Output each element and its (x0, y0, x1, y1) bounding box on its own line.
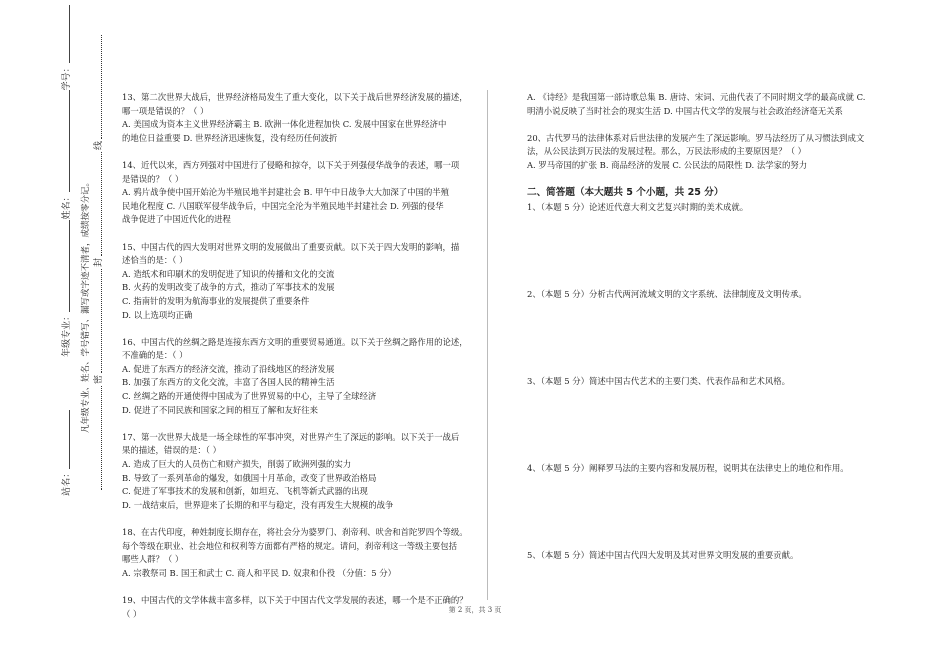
question-line: 哪些人群？（ ） (122, 554, 184, 565)
question-line: 是错误的？（ ） (122, 173, 184, 184)
dotted-line (93, 386, 102, 490)
grade-major-label: 年级专业： (61, 311, 72, 357)
question-line: （ ） (122, 608, 142, 619)
column-divider (487, 90, 488, 600)
seal-char-mi: 密 (93, 375, 104, 385)
station-label: 站名： (61, 468, 72, 496)
question-line: D. 以上选项均正确 (122, 309, 193, 320)
question (122, 241, 470, 323)
binding-fields (57, 5, 73, 525)
short-answer-prompt: 3、（本题 5 分）简述中国古代艺术的主要门类、代表作品和艺术风格。 (527, 376, 791, 387)
question (122, 336, 470, 418)
question (527, 91, 872, 118)
question-line: 18、在古代印度，种姓制度长期存在，将社会分为婆罗门、刹帝利、吠舍和首陀罗四个等级。 (122, 527, 468, 537)
question-line: A. 《诗经》是我国第一部诗歌总集 B. 唐诗、宋词、元曲代表了不同时期文学的最高成就 C. (527, 92, 866, 102)
section-2-title: 二、简答题（本大题共 5 个小题，共 25 分） (527, 187, 724, 199)
short-answer-prompt: 4、（本题 5 分）阐释罗马法的主要内容和发展历程，说明其在法律史上的地位和作用。 (527, 463, 849, 474)
left-column (122, 91, 470, 635)
dotted-line (93, 152, 102, 256)
question-line: A. 造成了巨大的人员伤亡和财产损失，削弱了欧洲列强的实力 (122, 459, 352, 470)
question-line: B. 导致了一系列革命的爆发，如俄国十月革命，改变了世界政治格局 (122, 472, 377, 483)
short-answer-question (527, 549, 872, 636)
question-line: 16、中国古代的丝绸之路是连接东西方文明的重要贸易通道。以下关于丝绸之路作用的论述， (122, 336, 468, 347)
question-line: 17、第一次世界大战是一场全球性的军事冲突，对世界产生了深远的影响。以下关于一战后 (122, 431, 460, 442)
question-line: 果的描述，错误的是：（ ） (122, 445, 221, 456)
question-line: A. 造纸术和印刷术的发明促进了知识的传播和文化的交流 (122, 268, 335, 279)
question (122, 159, 470, 227)
question-line: 19、中国古代的文学体裁丰富多样，以下关于中国古代文学发展的表述，哪一个是不正确的？ (122, 594, 468, 605)
short-answer-prompt: 1、（本题 5 分）论述近代意大利文艺复兴时期的美术成就。 (527, 202, 749, 213)
question-line: A. 鸦片战争使中国开始沦为半殖民地半封建社会 B. 甲午中日战争大大加深了中国的半殖 (122, 187, 450, 198)
question-line: 民地化程度 C. 八国联军侵华战争后，中国完全沦为半殖民地半封建社会 D. 列强的侵华 (122, 200, 444, 211)
question-line: B. 火药的发明改变了战争的方式，推动了军事技术的发展 (122, 282, 335, 293)
question-line: 明清小说反映了当时社会的现实生活 D. 中国古代文学的发展与社会政治经济毫无关系 (527, 105, 843, 116)
dotted-line (93, 269, 102, 373)
question (527, 132, 872, 173)
question-line: A. 促进了东西方的经济交流，推动了沿线地区的经济发展 (122, 363, 335, 374)
short-answer-question (527, 201, 872, 288)
notice-text: 凡年级专业、姓名、学号错写、漏写或字迹不清者，成绩按零分记。 (81, 177, 91, 433)
station-blank (60, 410, 70, 468)
grade-major-blank (60, 220, 70, 312)
question-line: 20、古代罗马的法律体系对后世法律的发展产生了深远影响。罗马法经历了从习惯法到成文 (527, 132, 865, 143)
question-line: D. 促进了不同民族和国家之间的相互了解和友好往来 (122, 404, 318, 415)
question-line: A. 罗马帝国的扩张 B. 商品经济的发展 C. 公民法的局限性 D. 法学家的努力 (527, 159, 808, 170)
short-answer-prompt: 2、（本题 5 分）分析古代两河流域文明的文字系统、法律制度及文明传承。 (527, 289, 807, 300)
question-line: 不准确的是：（ ） (122, 350, 188, 361)
seal-line (89, 5, 105, 525)
short-answer-question (527, 288, 872, 375)
question-line: A. 宗教祭司 B. 国王和武士 C. 商人和平民 D. 奴隶和仆役 （分值：5 分） (122, 567, 397, 578)
question-line: C. 促进了军事技术的发展和创新，如坦克、飞机等新式武器的出现 (122, 486, 368, 497)
page-number: 第 2 页，共 3 页 (448, 606, 502, 614)
name-label: 姓名： (61, 192, 72, 220)
name-blank (60, 90, 70, 192)
question-line: C. 丝绸之路的开通使得中国成为了世界贸易的中心，主导了全球经济 (122, 391, 377, 402)
short-answer-question (527, 375, 872, 462)
question-line: B. 加强了东西方的文化交流，丰富了各国人民的精神生活 (122, 377, 335, 388)
question-line: 14、近代以来，西方列强对中国进行了侵略和掠夺，以下关于列强侵华战争的表述，哪一项 (122, 159, 460, 170)
question-line: 15、中国古代的四大发明对世界文明的发展做出了重要贡献。以下关于四大发明的影响，描 (122, 241, 460, 252)
student-id-label: 学号： (61, 63, 72, 91)
question-line: C. 指南针的发明为航海事业的发展提供了重要条件 (122, 295, 310, 306)
question-line: D. 一战结束后，世界迎来了长期的和平与稳定，没有再发生大规模的战争 (122, 499, 394, 510)
question-line: 述恰当的是：（ ） (122, 255, 188, 266)
question-line: 每个等级在职业、社会地位和权利等方面都有严格的规定。请问，刹帝利这一等级主要包括 (122, 540, 457, 551)
seal-char-feng: 封 (93, 258, 104, 268)
question (122, 91, 470, 145)
question-line: 战争促进了中国近代化的进程 (122, 214, 231, 225)
dotted-line (93, 35, 102, 139)
student-id-blank (60, 5, 70, 63)
question-line: 哪一项是错误的？（ ） (122, 105, 209, 116)
right-column (527, 91, 872, 636)
question (122, 526, 470, 580)
seal-char-xian: 线 (93, 141, 104, 151)
question-line: 法，从公民法到万民法的发展过程。那么，万民法形成的主要原因是？（ ） (527, 146, 807, 157)
question-line: 的地位日益重要 D. 世界经济迅速恢复，没有经历任何波折 (122, 132, 338, 143)
question-line: A. 美国成为资本主义世界经济霸主 B. 欧洲一体化进程加快 C. 发展中国家在世界经济中 (122, 119, 447, 130)
question (122, 431, 470, 513)
question-line: 13、第二次世界大战后，世界经济格局发生了重大变化，以下关于战后世界经济发展的描述， (122, 92, 468, 102)
short-answer-prompt: 5、（本题 5 分）简述中国古代四大发明及其对世界文明发展的重要贡献。 (527, 550, 799, 561)
short-answer-question (527, 462, 872, 549)
